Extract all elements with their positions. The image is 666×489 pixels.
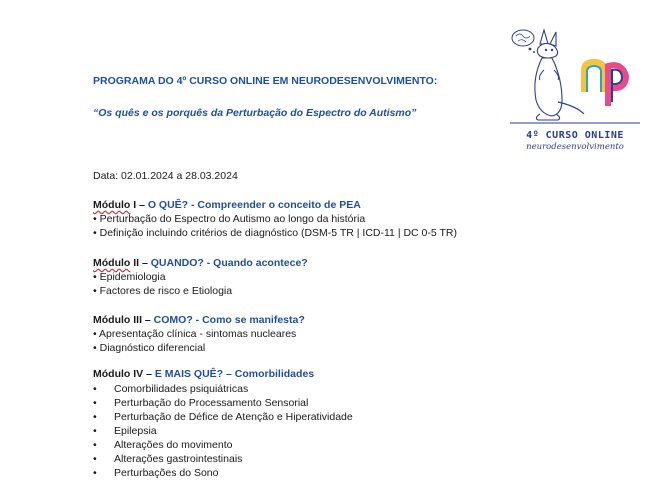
module-1-prefix: Módulo — [93, 199, 131, 211]
bullet-icon: • — [93, 439, 97, 451]
bullet-icon: • — [93, 411, 97, 423]
module-4-title: E MAIS QUÊ? – Comorbilidades — [154, 368, 315, 380]
module-4-number: IV – — [130, 368, 155, 380]
list-item: • Perturbação do Processamento Sensorial — [93, 397, 309, 409]
list-item: • Perturbação de Défice de Atenção e Hiperatividade — [93, 411, 353, 423]
module-4-prefix: Módulo — [93, 368, 131, 380]
bullet-icon: • — [93, 425, 97, 437]
module-3-prefix: Módulo — [93, 314, 131, 326]
module-1-number: I – — [130, 199, 148, 211]
list-item: • Apresentação clínica - sintomas nucleares — [93, 328, 297, 340]
list-item: • Definição incluindo critérios de diagnóstico (DSM-5 TR | ICD-11 | DC 0-5 TR) — [93, 227, 457, 239]
module-2-heading — [93, 256, 308, 270]
list-item: • Alterações gastrointestinais — [93, 453, 243, 465]
module-1-heading — [93, 198, 361, 212]
module-2-title: QUANDO? - Quando acontece? — [150, 257, 308, 269]
bullet-icon: • — [93, 271, 97, 283]
bullet-icon: • — [93, 453, 97, 465]
bullet-icon: • — [93, 227, 97, 239]
list-item: • Epilepsia — [93, 425, 157, 437]
bullet-icon: • — [93, 467, 97, 479]
bullet-icon: • — [93, 213, 97, 225]
module-3-number: III – — [130, 314, 154, 326]
module-2-prefix: Módulo — [93, 257, 131, 269]
bullet-icon: • — [93, 342, 97, 354]
list-item: • Perturbação do Espectro do Autismo ao longo da história — [93, 213, 366, 225]
logo-line-2: neurodesenvolvimento — [526, 142, 624, 152]
bullet-icon: • — [93, 383, 97, 395]
list-item: • Factores de risco e Etiologia — [93, 285, 233, 297]
list-item: • Epidemiologia — [93, 271, 166, 283]
kangaroo-logo-icon — [510, 22, 640, 132]
logo-caption — [510, 130, 640, 152]
program-title: PROGRAMA DO 4º CURSO ONLINE EM NEURODESENVOLVIMENTO: — [93, 75, 438, 87]
module-3-title: COMO? - Como se manifesta? — [153, 314, 305, 326]
module-4-heading — [93, 367, 314, 381]
module-2-number: II – — [130, 257, 151, 269]
bullet-icon: • — [93, 397, 97, 409]
list-item: • Alterações do movimento — [93, 439, 233, 451]
list-item: • Diagnóstico diferencial — [93, 342, 206, 354]
course-dates: Data: 02.01.2024 a 28.03.2024 — [93, 170, 238, 182]
list-item: • Comorbilidades psiquiátricas — [93, 383, 249, 395]
bullet-icon: • — [93, 285, 97, 297]
bullet-icon: • — [93, 328, 97, 340]
list-item: • Perturbações do Sono — [93, 467, 219, 479]
program-subtitle: “Os quês e os porquês da Perturbação do Espectro do Autismo” — [93, 107, 417, 119]
module-1-title: O QUÊ? - Compreender o conceito de PEA — [147, 199, 361, 211]
logo-line-1: 4º CURSO ONLINE — [526, 130, 624, 141]
module-3-heading — [93, 313, 305, 327]
